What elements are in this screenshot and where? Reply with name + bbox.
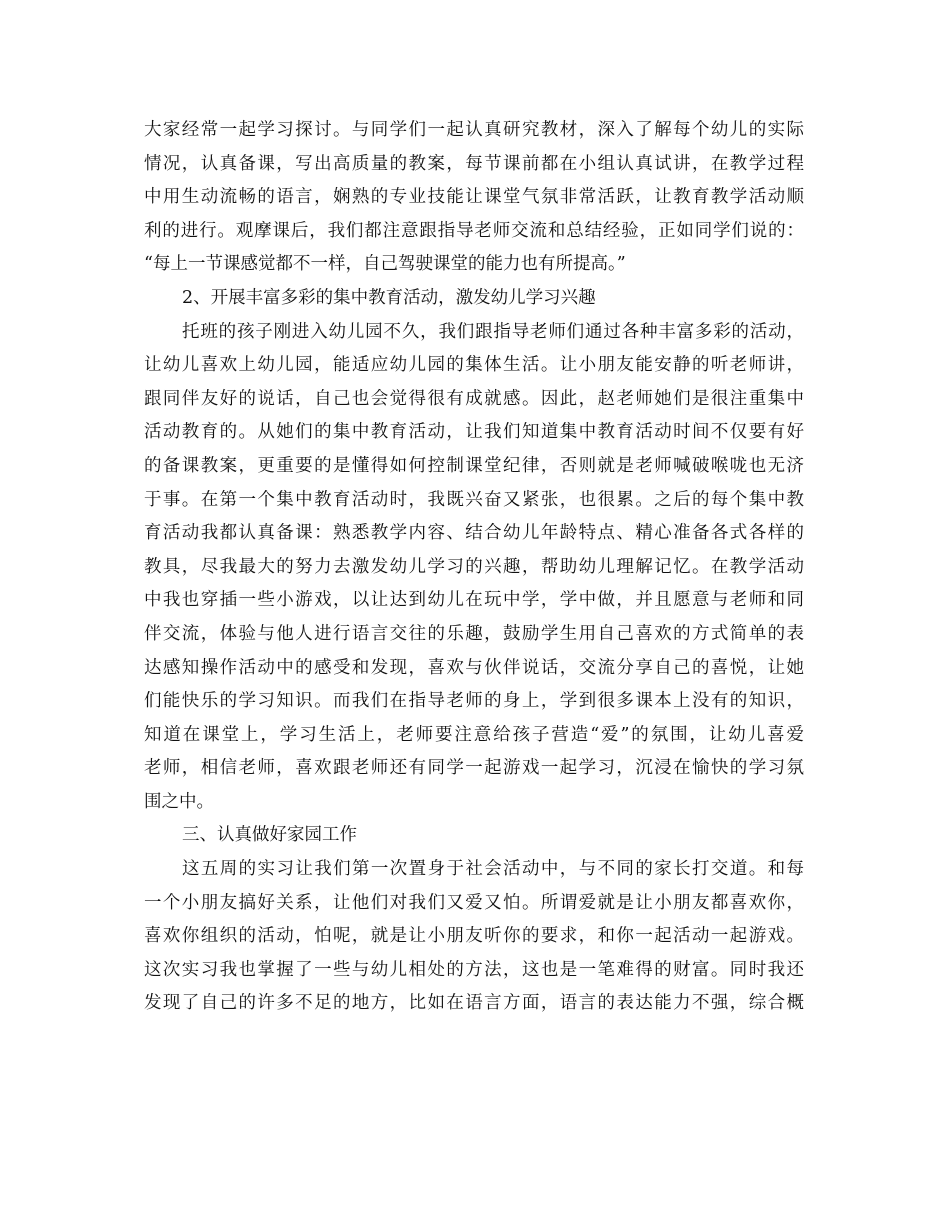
text-line: 达感知操作活动中的感受和发现，喜欢与伙伴说话，交流分享自己的喜悦，让她 — [144, 657, 804, 678]
text-line: 老师，相信老师，喜欢跟老师还有同学一起游戏一起学习，沉浸在愉快的学习氛 — [144, 758, 804, 779]
text-line: 伴交流，体验与他人进行语言交往的乐趣，鼓励学生用自己喜欢的方式简单的表 — [144, 623, 804, 644]
text-line: 于事。在第一个集中教育活动时，我既兴奋又紧张，也很累。之后的每个集中教 — [144, 489, 804, 510]
text-line: 托班的孩子刚进入幼儿园不久，我们跟指导老师们通过各种丰富多彩的活动， — [182, 321, 804, 342]
text-line: 一个小朋友搞好关系，让他们对我们又爱又怕。所谓爱就是让小朋友都喜欢你， — [144, 892, 804, 913]
text-line: 这次实习我也掌握了一些与幼儿相处的方法，这也是一笔难得的财富。同时我还 — [144, 959, 804, 980]
text-line: 活动教育的。从她们的集中教育活动，让我们知道集中教育活动时间不仅要有好 — [144, 422, 804, 443]
text-line: 大家经常一起学习探讨。与同学们一起认真研究教材，深入了解每个幼儿的实际 — [144, 120, 804, 140]
text-line: 情况，认真备课，写出高质量的教案，每节课前都在小组认真试讲，在教学过程 — [144, 153, 804, 174]
text-line: 教具，尽我最大的努力去激发幼儿学习的兴趣，帮助幼儿理解记忆。在教学活动 — [144, 556, 804, 577]
text-line: 中用生动流畅的语言，娴熟的专业技能让课堂气氛非常活跃，让教育教学活动顺 — [144, 187, 804, 208]
text-line: 发现了自己的许多不足的地方，比如在语言方面，语言的表达能力不强，综合概 — [144, 993, 804, 1014]
text-line: 围之中。 — [144, 791, 214, 812]
text-line: 这五周的实习让我们第一次置身于社会活动中，与不同的家长打交道。和每 — [182, 859, 804, 880]
section-heading: 2、开展丰富多彩的集中教育活动，激发幼儿学习兴趣 — [182, 287, 596, 308]
text-line: 喜欢你组织的活动，怕呢，就是让小朋友听你的要求，和你一起活动一起游戏。 — [144, 926, 804, 947]
text-line: 让幼儿喜欢上幼儿园，能适应幼儿园的集体生活。让小朋友能安静的听老师讲， — [144, 355, 804, 376]
text-line: 跟同伴友好的说话，自己也会觉得很有成就感。因此，赵老师她们是很注重集中 — [144, 388, 804, 409]
text-line: 们能快乐的学习知识。而我们在指导老师的身上，学到很多课本上没有的知识， — [144, 691, 804, 712]
text-line: 中我也穿插一些小游戏，以让达到幼儿在玩中学，学中做，并且愿意与老师和同 — [144, 590, 804, 611]
text-line: “每上一节课感觉都不一样，自己驾驶课堂的能力也有所提高。” — [144, 254, 626, 275]
document-body — [144, 114, 804, 1021]
text-line: 育活动我都认真备课：熟悉教学内容、结合幼儿年龄特点、精心准备各式各样的 — [144, 523, 804, 544]
text-line: 知道在课堂上，学习生活上，老师要注意给孩子营造“爱”的氛围，让幼儿喜爱 — [144, 724, 804, 745]
text-line: 的备课教案，更重要的是懂得如何控制课堂纪律，否则就是老师喊破喉咙也无济 — [144, 455, 804, 476]
section-heading: 三、认真做好家园工作 — [182, 825, 357, 846]
text-line: 利的进行。观摩课后，我们都注意跟指导老师交流和总结经验，正如同学们说的： — [144, 220, 804, 241]
